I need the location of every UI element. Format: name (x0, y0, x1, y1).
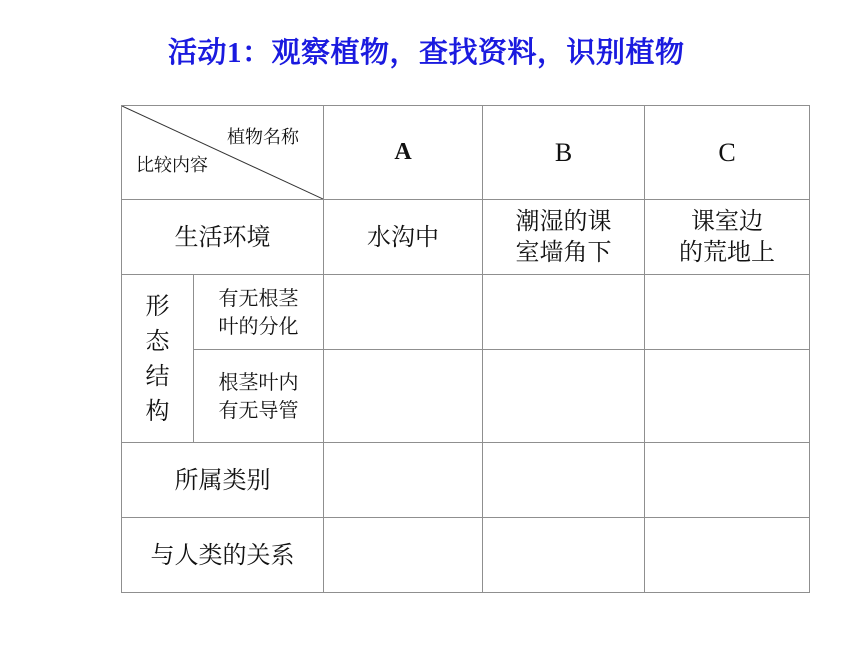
habitat-b-cell (483, 200, 645, 275)
morphology-group-label (122, 275, 194, 443)
morphology-sub2-line1: 根茎叶内 (218, 370, 299, 394)
relation-row (122, 518, 810, 593)
relation-a-cell (324, 518, 483, 593)
habitat-a-line1: 水沟中 (367, 222, 439, 251)
habitat-row (122, 200, 810, 275)
habitat-b-line1: 潮湿的课 (515, 207, 612, 235)
morphology-sub2-c-cell (645, 350, 810, 443)
title-prefix: 活动 (168, 35, 228, 69)
plant-comparison-table (121, 105, 810, 593)
habitat-a-cell (324, 200, 483, 275)
column-header-c: C (645, 106, 810, 200)
morphology-sub2-line2: 有无导管 (218, 398, 299, 422)
morphology-sub1-label (194, 275, 324, 350)
category-b-cell (483, 443, 645, 518)
morphology-sub1-line2: 叶的分化 (218, 314, 299, 338)
morphology-sub2-label (194, 350, 324, 443)
slide-title (168, 30, 685, 71)
corner-label-plant-name: 植物名称 (227, 127, 299, 148)
morphology-sub2-a-cell (324, 350, 483, 443)
corner-label-compare: 比较内容 (136, 155, 208, 176)
habitat-c-cell (645, 200, 810, 275)
morphology-char-3: 结 (145, 361, 170, 390)
category-c-cell (645, 443, 810, 518)
header-row (122, 106, 810, 200)
column-header-b: B (483, 106, 645, 200)
category-label: 所属类别 (122, 443, 324, 518)
column-header-a: A (324, 106, 483, 200)
habitat-c-line1: 课室边 (691, 207, 763, 235)
habitat-b-line2: 室墙角下 (515, 238, 612, 266)
morphology-sub1-line1: 有无根茎 (218, 286, 299, 310)
morphology-sub1-c-cell (645, 275, 810, 350)
morphology-row-2 (122, 350, 810, 443)
habitat-label: 生活环境 (122, 200, 324, 275)
morphology-char-1: 形 (145, 291, 170, 320)
morphology-char-4: 构 (145, 396, 170, 425)
morphology-row-1 (122, 275, 810, 350)
relation-c-cell (645, 518, 810, 593)
relation-b-cell (483, 518, 645, 593)
morphology-sub2-b-cell (483, 350, 645, 443)
relation-label: 与人类的关系 (122, 518, 324, 593)
category-row (122, 443, 810, 518)
corner-header-cell (122, 106, 324, 200)
morphology-sub1-b-cell (483, 275, 645, 350)
title-number: 1 (227, 37, 243, 69)
title-rest: ：观察植物，查找资料，识别植物 (242, 35, 685, 69)
morphology-char-2: 态 (145, 326, 170, 355)
morphology-sub1-a-cell (324, 275, 483, 350)
habitat-c-line2: 的荒地上 (679, 238, 775, 266)
category-a-cell (324, 443, 483, 518)
corner-diagonal-line (122, 106, 323, 199)
